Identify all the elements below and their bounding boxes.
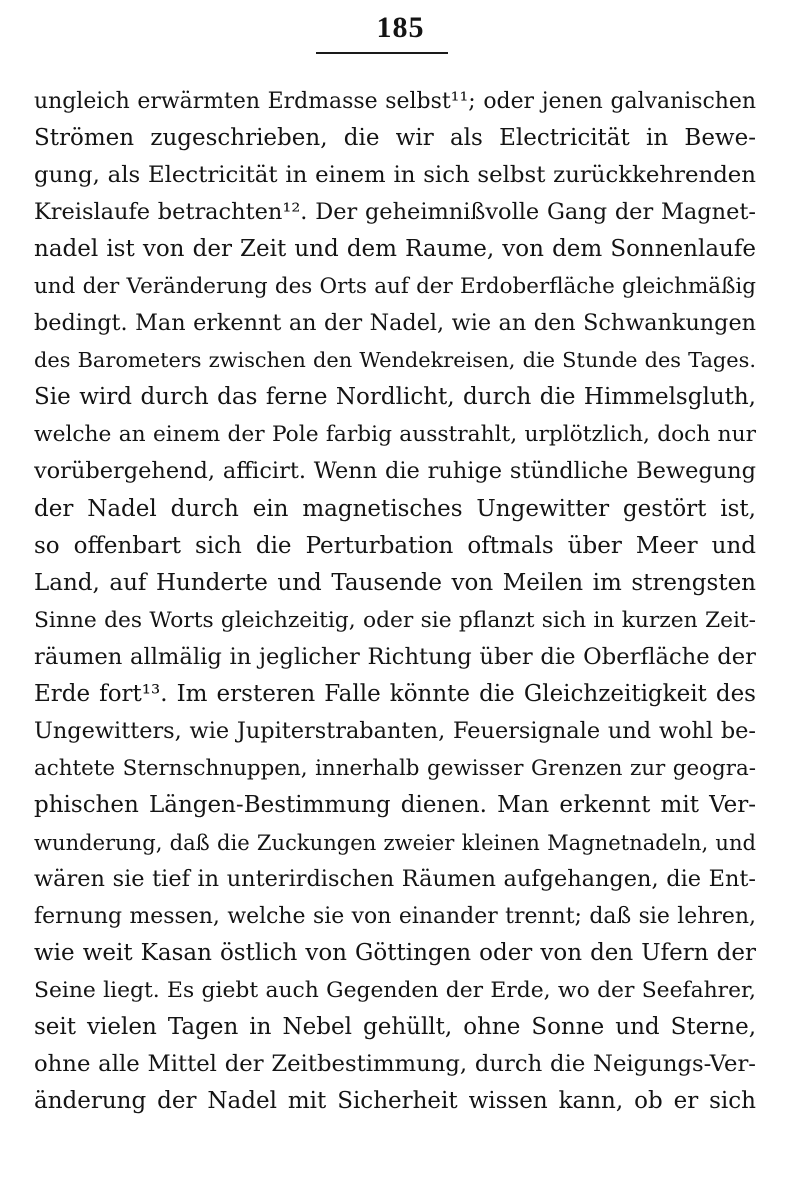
text-line: Seine liegt. Es giebt auch Gegenden der Erde, wo der Seefahrer,	[34, 978, 756, 1004]
text-line: bedingt. Man erkennt an der Nadel, wie an den Schwankungen	[34, 310, 756, 337]
text-line: welche an einem der Pole farbig ausstrahlt, urplötzlich, doch nur	[34, 422, 756, 448]
text-line: Sinne des Worts gleichzeitig, oder sie pflanzt sich in kurzen Zeit-	[34, 607, 756, 633]
header-rule	[316, 52, 448, 54]
text-line: Kreislaufe betrachten¹². Der geheimnißvolle Gang der Magnet-	[34, 199, 756, 226]
text-line: Erde fort¹³. Im ersteren Falle könnte die Gleichzeitigkeit des	[34, 680, 756, 707]
text-line: Sie wird durch das ferne Nordlicht, durch die Himmelsgluth,	[34, 384, 756, 411]
text-line: wären sie tief in unterirdischen Räumen aufgehangen, die Ent-	[34, 865, 756, 892]
text-line: phischen Längen-Bestimmung dienen. Man erkennt mit Ver-	[34, 791, 756, 818]
text-line: seit vielen Tagen in Nebel gehüllt, ohne Sonne und Sterne,	[34, 1014, 756, 1041]
text-line: änderung der Nadel mit Sicherheit wissen kann, ob er sich	[34, 1088, 756, 1115]
text-line: Land, auf Hunderte und Tausende von Meilen im strengsten	[34, 569, 756, 596]
text-line: der Nadel durch ein magnetisches Ungewitter gestört ist,	[34, 495, 756, 522]
text-line: und der Veränderung des Orts auf der Erdoberfläche gleichmäßig	[34, 274, 756, 300]
text-line: Ungewitters, wie Jupiterstrabanten, Feuersignale und wohl be-	[34, 717, 756, 744]
text-line: ohne alle Mittel der Zeitbestimmung, durch die Neigungs-Ver-	[34, 1051, 756, 1078]
text-line: wunderung, daß die Zuckungen zweier kleinen Magnetnadeln, und	[34, 829, 756, 855]
text-line: gung, als Electricität in einem in sich selbst zurückkehrenden	[34, 162, 756, 189]
text-line: achtete Sternschnuppen, innerhalb gewisser Grenzen zur geogra-	[34, 755, 756, 781]
body-text	[34, 83, 756, 1120]
text-line: des Barometers zwischen den Wendekreisen, die Stunde des Tages.	[34, 348, 756, 373]
page-number: 185	[376, 11, 425, 44]
text-line: wie weit Kasan östlich von Göttingen oder von den Ufern der	[34, 940, 756, 967]
text-line: ungleich erwärmten Erdmasse selbst¹¹; oder jenen galvanischen	[34, 89, 756, 114]
text-line: räumen allmälig in jeglicher Richtung über die Oberfläche der	[34, 643, 756, 670]
text-line: vorübergehend, afficirt. Wenn die ruhige stündliche Bewegung	[34, 458, 756, 485]
text-line: fernung messen, welche sie von einander trennt; daß sie lehren,	[34, 904, 756, 930]
text-line: Strömen zugeschrieben, die wir als Electricität in Bewe-	[34, 125, 756, 152]
text-line: so offenbart sich die Perturbation oftmals über Meer und	[34, 532, 756, 559]
text-line: nadel ist von der Zeit und dem Raume, von dem Sonnenlaufe	[34, 236, 756, 263]
